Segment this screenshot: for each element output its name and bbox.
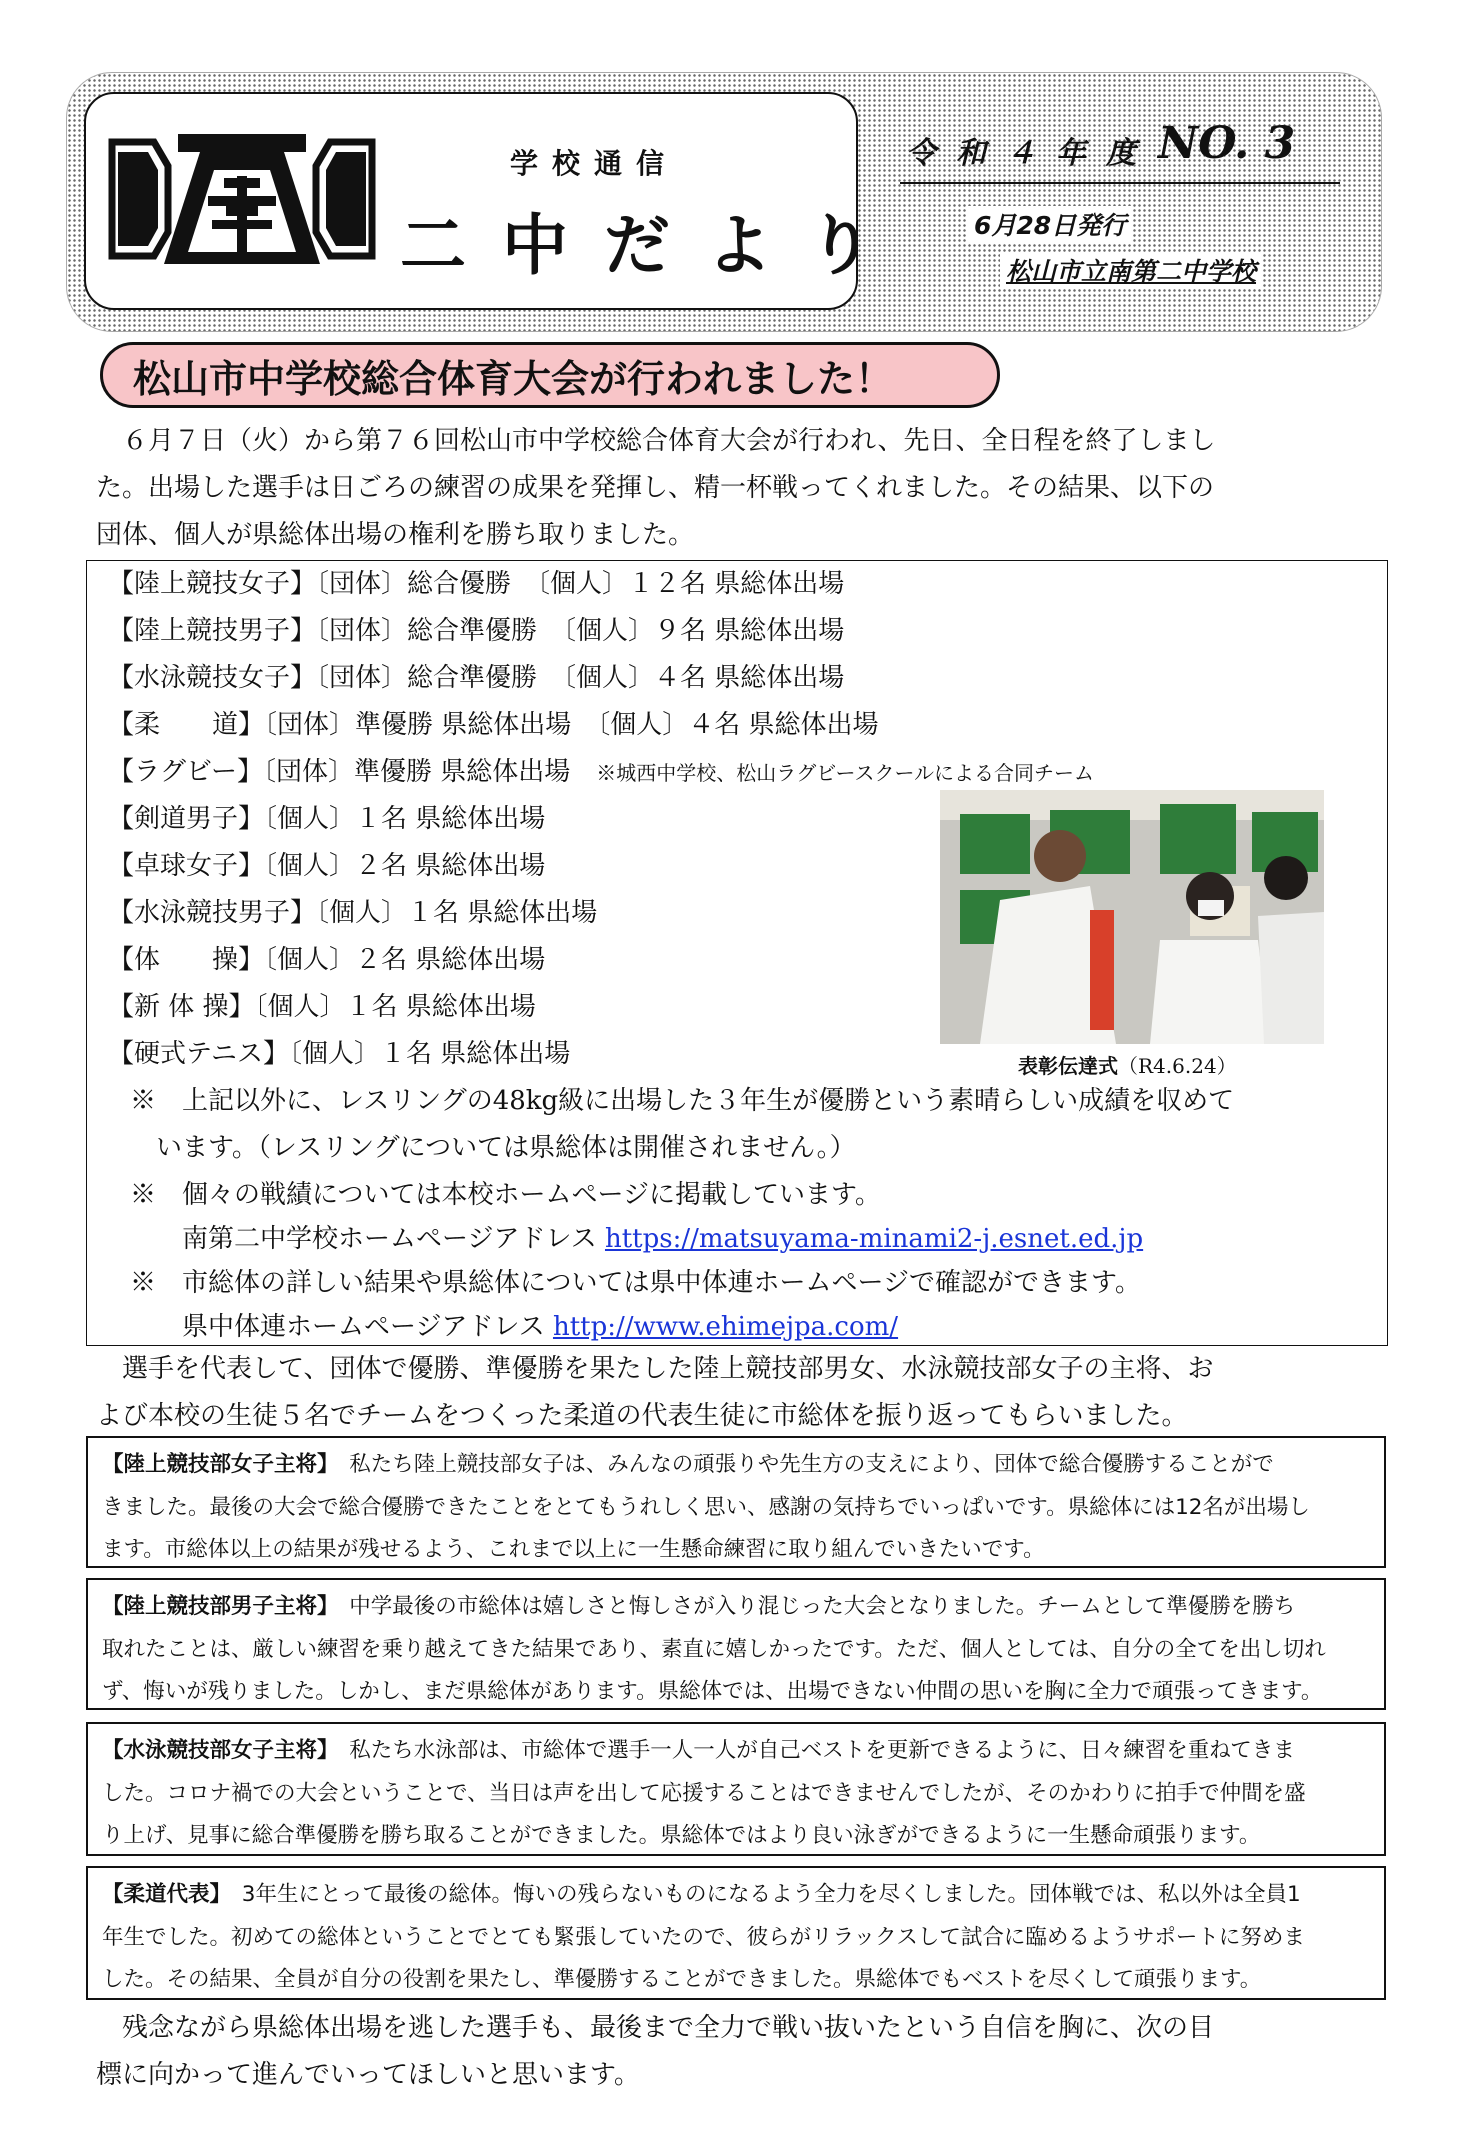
result-item: 【剣道男子】〔個人〕１名 県総体出場: [108, 804, 546, 834]
note-wrestling-cont: います。（レスリングについては県総体は開催されません。）: [130, 1133, 856, 1163]
issue-underline: [900, 182, 1340, 184]
intro-line: 団体、個人が県総体出場の権利を勝ち取りました。: [96, 520, 695, 550]
school-homepage-link[interactable]: https://matsuyama-minami2-j.esnet.ed.jp: [604, 1224, 1144, 1254]
intro-paragraph: [96, 418, 1378, 559]
newsletter-title: 二中だより: [400, 207, 910, 284]
result-item: [108, 751, 1094, 788]
school-name: 松山市立南第二中学校: [1000, 252, 1262, 288]
comment-tag: 【柔道代表】: [102, 1882, 221, 1907]
photo-caption: 表彰伝達式（R4.6.24）: [1018, 1054, 1237, 1078]
note-homepage: ※ 個々の戦績については本校ホームページに掲載しています。: [130, 1180, 881, 1210]
result-item: 【卓球女子】〔個人〕２名 県総体出場: [108, 851, 546, 881]
issue-year: 令和４年度: [906, 136, 1156, 171]
school-logo: [108, 130, 376, 268]
result-item: 【柔 道】〔団体〕準優勝 県総体出場 〔個人〕４名 県総体出場: [108, 710, 879, 740]
note-prefecture: ※ 市総体の詳しい結果や県総体については県中体連ホームページで確認ができます。: [130, 1268, 1141, 1298]
closing-paragraph: [96, 2005, 1378, 2099]
result-item: 【水泳競技女子】〔団体〕総合準優勝 〔個人〕４名 県総体出場: [108, 663, 845, 693]
comment-swim-girls: 【水泳競技部女子主将】 私たち水泳部は、市総体で選手一人一人が自己ベストを更新できるように、日々練習を重ねてきま した。コロナ禍での大会ということで、当日は声を出して応援することはできませんでしたが、そのかわりに拍手で仲間を盛 り上げ、見事に総合準優勝を勝ち取ることができました。県総体ではより良い泳ぎができるように一生懸命頑張ります。: [86, 1722, 1386, 1856]
note-homepage-address: 南第二中学校ホームページアドレス https://matsuyama-minami2-j.esnet.ed.jp: [130, 1224, 1144, 1254]
comment-track-girls: 【陸上競技部女子主将】 私たち陸上競技部女子は、みんなの頑張りや先生方の支えにより、団体で総合優勝することがで きました。最後の大会で総合優勝できたことをとてもうれしく思い、感謝の気持ちでいっぱいです。県総体には12名が出場し ます。市総体以上の結果が残せるよう、これまで以上に一生懸命練習に取り組んでいきたいです。: [86, 1436, 1386, 1568]
comment-track-boys: 【陸上競技部男子主将】 中学最後の市総体は嬉しさと悔しさが入り混じった大会となりました。チームとして準優勝を勝ち 取れたことは、厳しい練習を乗り越えてきた結果であり、素直に嬉しかったです。ただ、個人としては、自分の全てを出し切れ ず、悔いが残りました。しかし、まだ県総体があります。県総体では、出場できない仲間の思いを胸に全力で頑張ってきます。: [86, 1578, 1386, 1710]
issue-number: NO. 3: [1158, 118, 1296, 169]
note-wrestling: ※ 上記以外に、レスリングの48kg級に出場した３年生が優勝という素晴らしい成績を収めて: [130, 1086, 1235, 1116]
award-ceremony-photo: [940, 790, 1324, 1044]
lead-line: よび本校の生徒５名でチームをつくった柔道の代表生徒に市総体を振り返ってもらいました。: [96, 1401, 1188, 1431]
result-item: 【陸上競技男子】〔団体〕総合準優勝 〔個人〕９名 県総体出場: [108, 616, 845, 646]
comment-judo: 【柔道代表】 3年生にとって最後の総体。悔いの残らないものになるよう全力を尽くしました。団体戦では、私以外は全員1 年生でした。初めての総体ということでとても緊張していたので、彼らがリラックスして試合に臨めるようサポートに努めま した。その結果、全員が自分の役割を果たし、準優勝することができました。県総体でもベストを尽くして頑張ります。: [86, 1866, 1386, 2000]
intro-line: た。出場した選手は日ごろの練習の成果を発揮し、精一杯戦ってくれました。その結果、以下の: [96, 473, 1215, 503]
intro-line: ６月７日（火）から第７６回松山市中学校総合体育大会が行われ、先日、全日程を終了しまし: [96, 426, 1216, 456]
result-item: 【陸上競技女子】〔団体〕総合優勝 〔個人〕１２名 県総体出場: [108, 569, 845, 599]
rugby-note: ※城西中学校、松山ラグビースクールによる合同チーム: [596, 761, 1095, 785]
result-item: 【硬式テニス】〔個人〕１名 県総体出場: [108, 1039, 571, 1069]
note-prefecture-address: 県中体連ホームページアドレス http://www.ehimejpa.com/: [130, 1312, 899, 1342]
closing-line: 残念ながら県総体出場を逃した選手も、最後まで全力で戦い抜いたという自信を胸に、次の目: [96, 2013, 1215, 2043]
prefecture-association-link[interactable]: http://www.ehimejpa.com/: [552, 1312, 899, 1342]
newsletter-series: 学校通信: [510, 147, 679, 180]
article-headline: 松山市中学校総合体育大会が行われました！: [100, 342, 1000, 408]
comment-tag: 【陸上競技部女子主将】: [102, 1452, 328, 1477]
result-item: 【水泳競技男子】〔個人〕１名 県総体出場: [108, 898, 598, 928]
result-item: 【新 体 操】〔個人〕１名 県総体出場: [108, 992, 536, 1022]
issue-date: 6月28日発行: [968, 206, 1132, 242]
result-item: 【体 操】〔個人〕２名 県総体出場: [108, 945, 546, 975]
closing-line: 標に向かって進んでいってほしいと思います。: [96, 2060, 640, 2090]
result-rugby: 【ラグビー】〔団体〕準優勝 県総体出場: [108, 757, 571, 787]
lead-paragraph: [96, 1346, 1378, 1440]
lead-line: 選手を代表して、団体で優勝、準優勝を果たした陸上競技部男女、水泳競技部女子の主将、お: [96, 1354, 1214, 1384]
comment-tag: 【陸上競技部男子主将】: [102, 1594, 328, 1619]
comment-tag: 【水泳競技部女子主将】: [102, 1738, 328, 1763]
